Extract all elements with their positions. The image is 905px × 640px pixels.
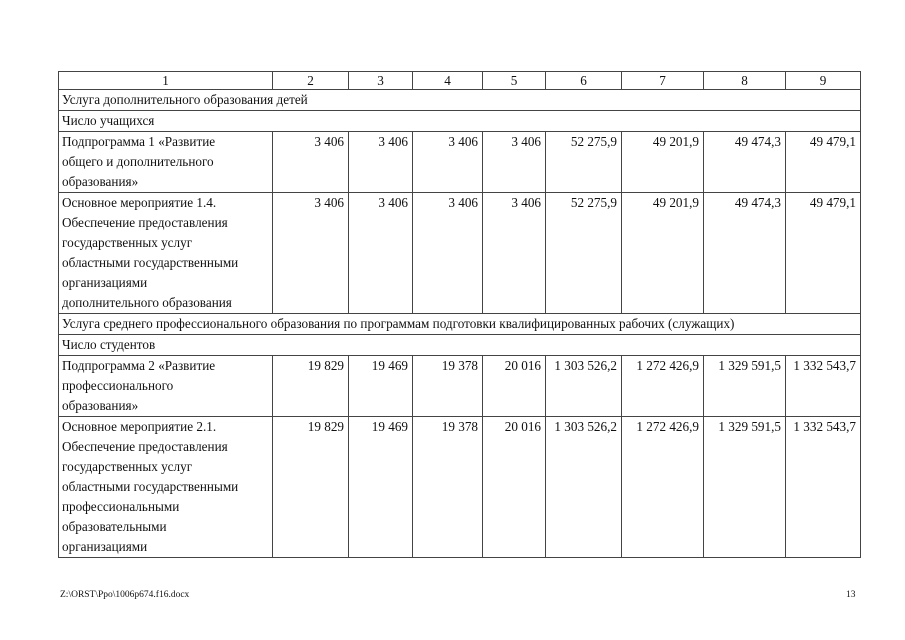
- row-name-line: организациями: [62, 275, 148, 290]
- column-header: 7: [622, 72, 704, 90]
- column-header: 6: [546, 72, 622, 90]
- row-name-cell: [59, 132, 273, 193]
- footer-page-number: 13: [846, 590, 856, 600]
- value-cell: 3 406: [349, 132, 413, 193]
- table-row: [59, 193, 861, 314]
- value-cell: 3 406: [273, 193, 349, 314]
- row-name-line: образования»: [62, 174, 139, 189]
- value-cell: 52 275,9: [546, 193, 622, 314]
- column-header: 2: [273, 72, 349, 90]
- value-cell: 1 272 426,9: [622, 417, 704, 558]
- section-title-row: [59, 314, 861, 335]
- section-subtitle-row: [59, 111, 861, 132]
- row-name-line: государственных услуг: [62, 459, 193, 474]
- row-name-line: Подпрограмма 1 «Развитие: [62, 134, 216, 149]
- column-header: 1: [59, 72, 273, 90]
- row-name-cell: [59, 417, 273, 558]
- value-cell: 19 829: [273, 417, 349, 558]
- row-name-line: Основное мероприятие 2.1.: [62, 419, 217, 434]
- row-name-line: образования»: [62, 398, 139, 413]
- column-header: 5: [483, 72, 546, 90]
- value-cell: 1 332 543,7: [786, 417, 861, 558]
- value-cell: 1 332 543,7: [786, 356, 861, 417]
- row-name-line: Обеспечение предоставления: [62, 215, 228, 230]
- value-cell: 1 303 526,2: [546, 356, 622, 417]
- row-name-line: областными государственными: [62, 479, 239, 494]
- row-name-cell: [59, 356, 273, 417]
- value-cell: 19 469: [349, 417, 413, 558]
- table-row: [59, 132, 861, 193]
- value-cell: 20 016: [483, 417, 546, 558]
- row-name-line: государственных услуг: [62, 235, 193, 250]
- value-cell: 3 406: [483, 132, 546, 193]
- value-cell: 19 469: [349, 356, 413, 417]
- value-cell: 3 406: [273, 132, 349, 193]
- section-subtitle-row: [59, 335, 861, 356]
- column-header: 4: [413, 72, 483, 90]
- value-cell: 49 474,3: [704, 193, 786, 314]
- row-name-line: образовательными: [62, 519, 167, 534]
- table-row: [59, 417, 861, 558]
- value-cell: 19 378: [413, 417, 483, 558]
- row-name-line: Обеспечение предоставления: [62, 439, 228, 454]
- value-cell: 52 275,9: [546, 132, 622, 193]
- value-cell: 3 406: [349, 193, 413, 314]
- value-cell: 19 378: [413, 356, 483, 417]
- row-name-line: Подпрограмма 2 «Развитие: [62, 358, 216, 373]
- value-cell: 1 303 526,2: [546, 417, 622, 558]
- value-cell: 49 474,3: [704, 132, 786, 193]
- row-name-cell: [59, 193, 273, 314]
- value-cell: 19 829: [273, 356, 349, 417]
- value-cell: 20 016: [483, 356, 546, 417]
- row-name-line: областными государственными: [62, 255, 239, 270]
- section-title: Услуга дополнительного образования детей: [59, 90, 861, 111]
- header-row: [59, 72, 861, 90]
- value-cell: 49 479,1: [786, 132, 861, 193]
- column-header: 8: [704, 72, 786, 90]
- value-cell: 1 329 591,5: [704, 356, 786, 417]
- data-table: [58, 71, 861, 558]
- table-row: [59, 356, 861, 417]
- column-header: 3: [349, 72, 413, 90]
- section-title-row: [59, 90, 861, 111]
- row-name-line: Основное мероприятие 1.4.: [62, 195, 217, 210]
- row-name-line: дополнительного образования: [62, 295, 232, 310]
- column-header: 9: [786, 72, 861, 90]
- value-cell: 49 201,9: [622, 193, 704, 314]
- footer-file-path: Z:\ORST\Ppo\1006p674.f16.docx: [60, 590, 190, 600]
- value-cell: 3 406: [413, 193, 483, 314]
- value-cell: 49 201,9: [622, 132, 704, 193]
- row-name-line: профессиональными: [62, 499, 180, 514]
- value-cell: 49 479,1: [786, 193, 861, 314]
- value-cell: 1 272 426,9: [622, 356, 704, 417]
- row-name-line: организациями: [62, 539, 148, 554]
- value-cell: 1 329 591,5: [704, 417, 786, 558]
- section-title: Услуга среднего профессионального образования по программам подготовки квалифицированных рабочих (служащих): [59, 314, 861, 335]
- value-cell: 3 406: [483, 193, 546, 314]
- section-subtitle: Число учащихся: [59, 111, 861, 132]
- section-subtitle: Число студентов: [59, 335, 861, 356]
- row-name-line: профессионального: [62, 378, 174, 393]
- value-cell: 3 406: [413, 132, 483, 193]
- row-name-line: общего и дополнительного: [62, 154, 214, 169]
